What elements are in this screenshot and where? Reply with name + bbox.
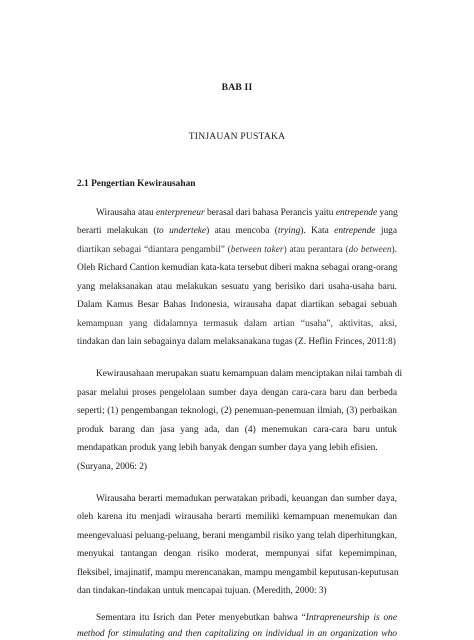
paragraph-line: Wirausaha atau enterpreneur berasal dari bahasa Perancis yaitu entrepende yang (96, 208, 398, 218)
paragraph-line: Oleh Richard Cantion kemudian kata-kata tersebut diberi makna sebagai orang-orang (77, 263, 398, 273)
paragraph-line: fleksibel, imajinatif, mampu merencanakan, mampu mengambil keputusan-keputusan (77, 568, 399, 578)
paragraph-line: dan tindakan-tindakan untuk mencapai tujuan. (Meredith, 2000: 3) (77, 586, 327, 596)
paragraph-line: pasar melalui proses pengelolaan sumber daya dengan cara-cara baru dan berbeda (77, 388, 397, 398)
paragraph-line: Wirausaha berarti memadukan perwatakan pribadi, keuangan dan sumber daya, (96, 494, 397, 504)
chapter-label: BAB II (221, 82, 253, 93)
paragraph-line: Kewirausahaan merupakan suatu kemampuan dalam menciptakan nilai tambah di (96, 369, 403, 379)
paragraph-line: Sementara itu Isrich dan Peter menyebutkan bahwa “Intrapreneurship is one (96, 613, 397, 623)
paragraph-line: meengevaluasi peluang-peluang, berani mengambil risiko yang telah diperhitungkan, (77, 531, 397, 541)
section-heading: 2.1 Pengertian Kewirausahan (77, 179, 196, 189)
paragraph-line: tindakan dan lain sebagainya dalam melaksanakana tugas (Z. Heflin Frinces, 2011:8) (77, 337, 396, 347)
paragraph-line: kemampuan yang didalamnya termasuk dalam artian “usaha”, aktivitas, aksi, (77, 319, 397, 329)
paragraph-line: produk barang dan jasa yang ada, dan (4) menemukan cara-cara baru untuk (77, 425, 397, 435)
paragraph-line: seperti; (1) pengembangan teknologi, (2) penemuan-penemuan ilmiah, (3) perbaikan (77, 406, 397, 416)
paragraph-line: menyukai tantangan dengan risiko moderat, mempunyai sifat kepemimpinan, (77, 549, 397, 559)
paragraph-line: (Suryana, 2006: 2) (77, 462, 148, 472)
paragraph-line: oleh karena itu menjadi wirausaha berarti memiliki kemampuan menemukan dan (77, 512, 397, 522)
paragraph-line: diartikan sebagai “diantara pengambil” (between taker) atau perantara (do between). (77, 245, 398, 255)
paragraph-line: method for stimulating and then capitalizing on individual in an organization who (77, 629, 397, 639)
paragraph-line: berarti melakukan (to underteke) atau mencoba (trying). Kata entrepende juga (77, 226, 397, 236)
chapter-title: TINJAUAN PUSTAKA (188, 131, 286, 142)
paragraph-line: Dalam Kamus Besar Bahas Indonesia, wirausaha dapat diartikan sebagai sebuah (77, 300, 397, 310)
paragraph-line: mendapatkan produk yang lebih banyak dengan sumber daya yang lebih efisien. (77, 443, 378, 453)
paragraph-line: yang melaksanakan atau melakukan sesuatu yang berisiko dari usaha-usaha baru. (77, 282, 397, 292)
